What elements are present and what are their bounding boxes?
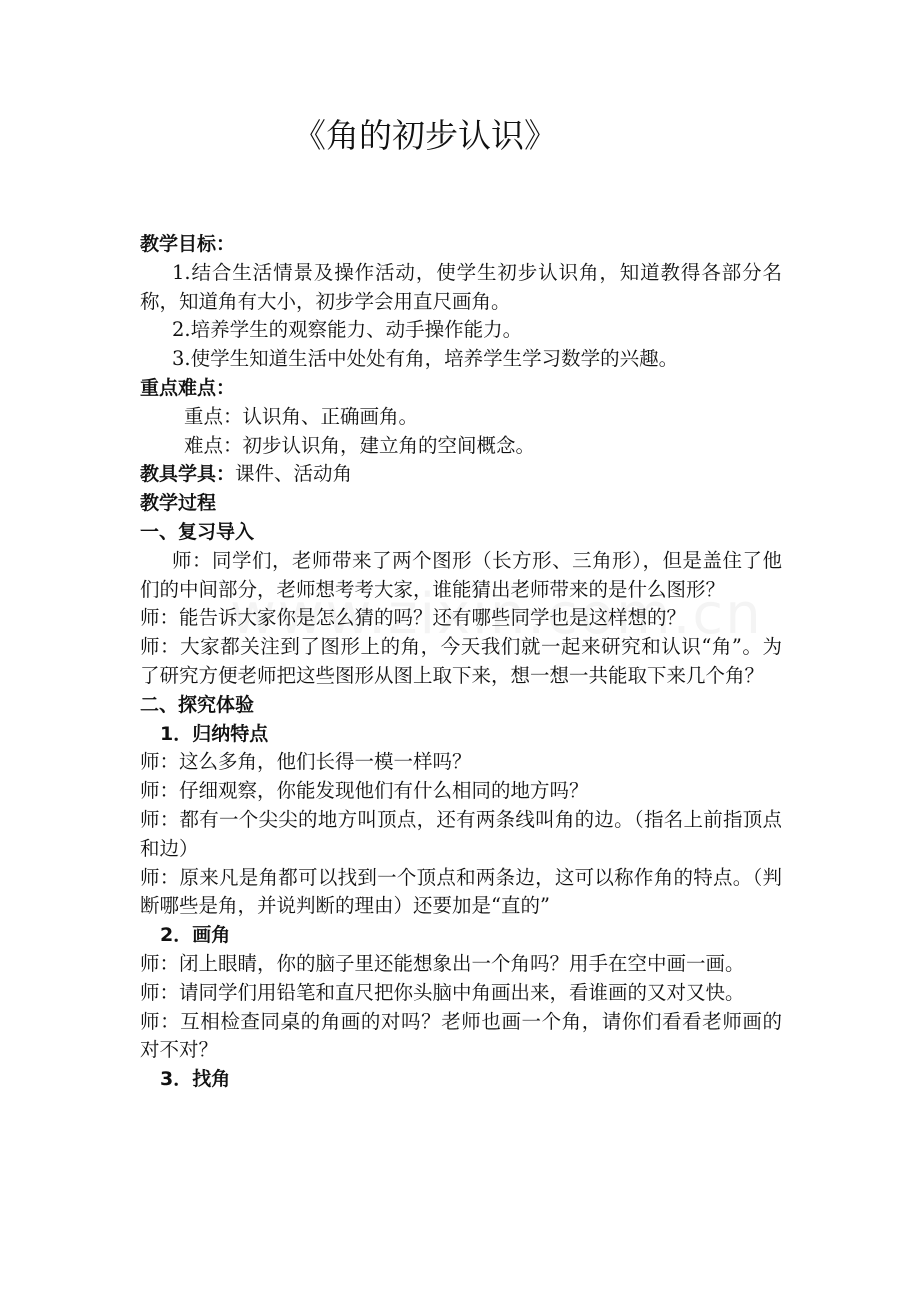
process-heading: 教学过程 [140, 492, 217, 515]
difficulty-point: 难点：初步认识角，建立角的空间概念。 [184, 433, 536, 457]
dialogue-paragraph: 师：大家都关注到了图形上的角，今天我们就一起来研究和认识“角”。为了研究方便老师把这些图形从图上取下来，想一想一共能取下来几个角？ [140, 635, 782, 687]
subsection-heading: 1．归纳特点 [160, 722, 269, 745]
objective-item: 2.培养学生的观察能力、动手操作能力。 [172, 318, 523, 342]
document-body [140, 230, 782, 1094]
objective-item: 1.结合生活情景及操作活动，使学生初步认识角，知道教得各部分名称，知道角有大小，初步学会用直尺画角。 [140, 260, 782, 313]
dialogue-paragraph: 师：原来凡是角都可以找到一个顶点和两条边，这可以称作角的特点。（判断哪些是角，并说判断的理由）还要加是“直的” [140, 865, 782, 918]
dialogue-paragraph: 师：同学们，老师带来了两个图形（长方形、三角形），但是盖住了他们的中间部分，老师想考考大家，谁能猜出老师带来的是什么图形？ [140, 548, 782, 601]
section-heading: 一、复习导入 [140, 520, 255, 543]
subsection-heading: 2．画角 [160, 924, 231, 947]
dialogue-paragraph: 师：能告诉大家你是怎么猜的吗？还有哪些同学也是这样想的？ [140, 606, 687, 630]
subsection-heading: 3．找角 [160, 1068, 231, 1091]
key-points-heading: 重点难点： [140, 376, 236, 399]
dialogue-paragraph: 师：都有一个尖尖的地方叫顶点，还有两条线叫角的边。（指名上前指顶点和边） [140, 807, 782, 860]
objectives-heading: 教学目标： [140, 233, 236, 255]
tools-heading: 教具学具： [140, 463, 236, 486]
document-title: 《角的初步认识》 [293, 116, 557, 155]
dialogue-paragraph: 师：这么多角，他们长得一模一样吗？ [140, 750, 472, 774]
dialogue-paragraph: 师：仔细观察，你能发现他们有什么相同的地方吗？ [140, 779, 589, 803]
objective-item: 3.使学生知道生活中处处有角，培养学生学习数学的兴趣。 [172, 347, 679, 371]
dialogue-paragraph: 师：请同学们用铅笔和直尺把你头脑中角画出来，看谁画的又对又快。 [140, 980, 745, 1004]
section-heading: 二、探究体验 [140, 693, 255, 716]
tools-line [140, 460, 782, 489]
tools-value: 课件、活动角 [235, 462, 353, 486]
key-point: 重点：认识角、正确画角。 [184, 404, 419, 428]
dialogue-paragraph: 师：闭上眼睛，你的脑子里还能想象出一个角吗？用手在空中画一画。 [140, 951, 745, 975]
dialogue-paragraph: 师：互相检查同桌的角画的对吗？老师也画一个角，请你们看看老师画的对不对？ [140, 1009, 782, 1062]
